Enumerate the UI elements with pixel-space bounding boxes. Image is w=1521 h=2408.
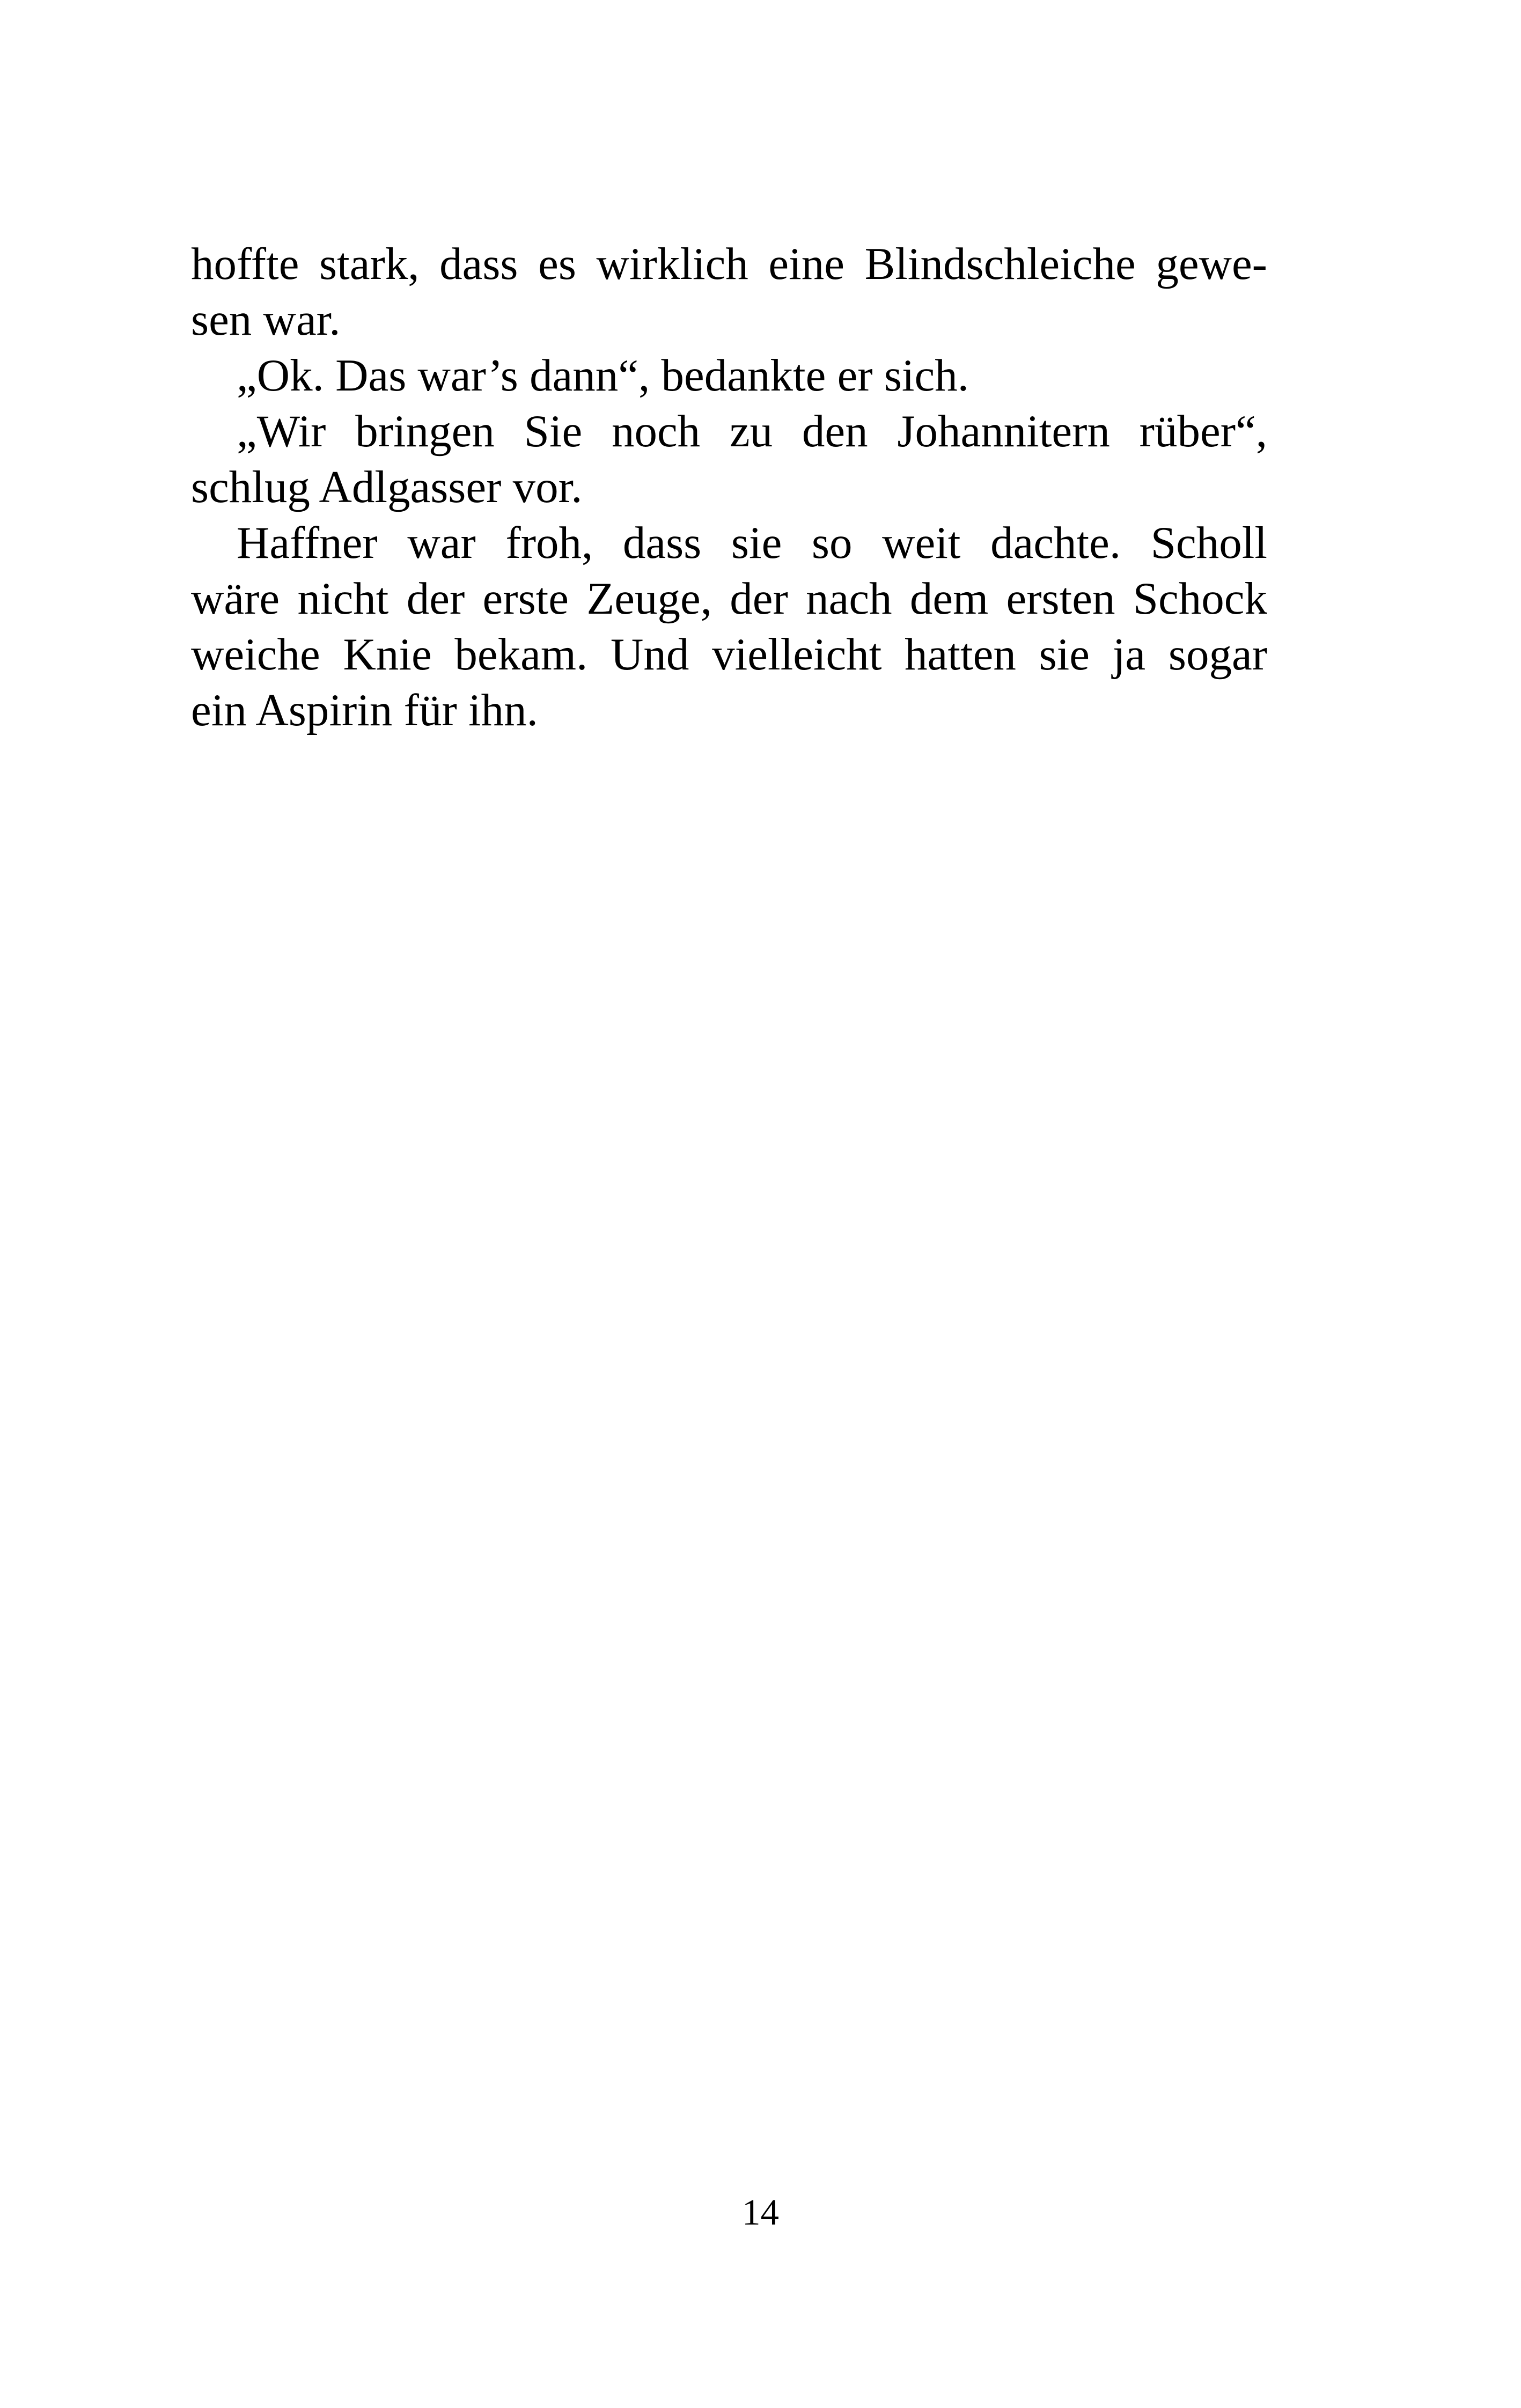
text-line: Haffner war froh, dass sie so weit dachte. Scholl: [237, 518, 1267, 568]
text-line: sen war.: [191, 294, 341, 345]
text-line: schlug Adlgasser vor.: [191, 462, 583, 512]
page-number: 14: [742, 2192, 779, 2233]
text-line: weiche Knie bekam. Und vielleicht hatten sie ja sogar: [191, 629, 1267, 680]
text-line: „Wir bringen Sie noch zu den Johannitern rüber“,: [237, 406, 1267, 456]
text-line: wäre nicht der erste Zeuge, der nach dem ersten Schock: [191, 573, 1267, 624]
text-line: ein Aspirin für ihn.: [191, 685, 538, 735]
body-text: [191, 236, 1267, 738]
text-line: „Ok. Das war’s dann“, bedankte er sich.: [237, 350, 969, 401]
text-line: hoffte stark, dass es wirklich eine Blindschleiche gewe-: [191, 239, 1267, 289]
